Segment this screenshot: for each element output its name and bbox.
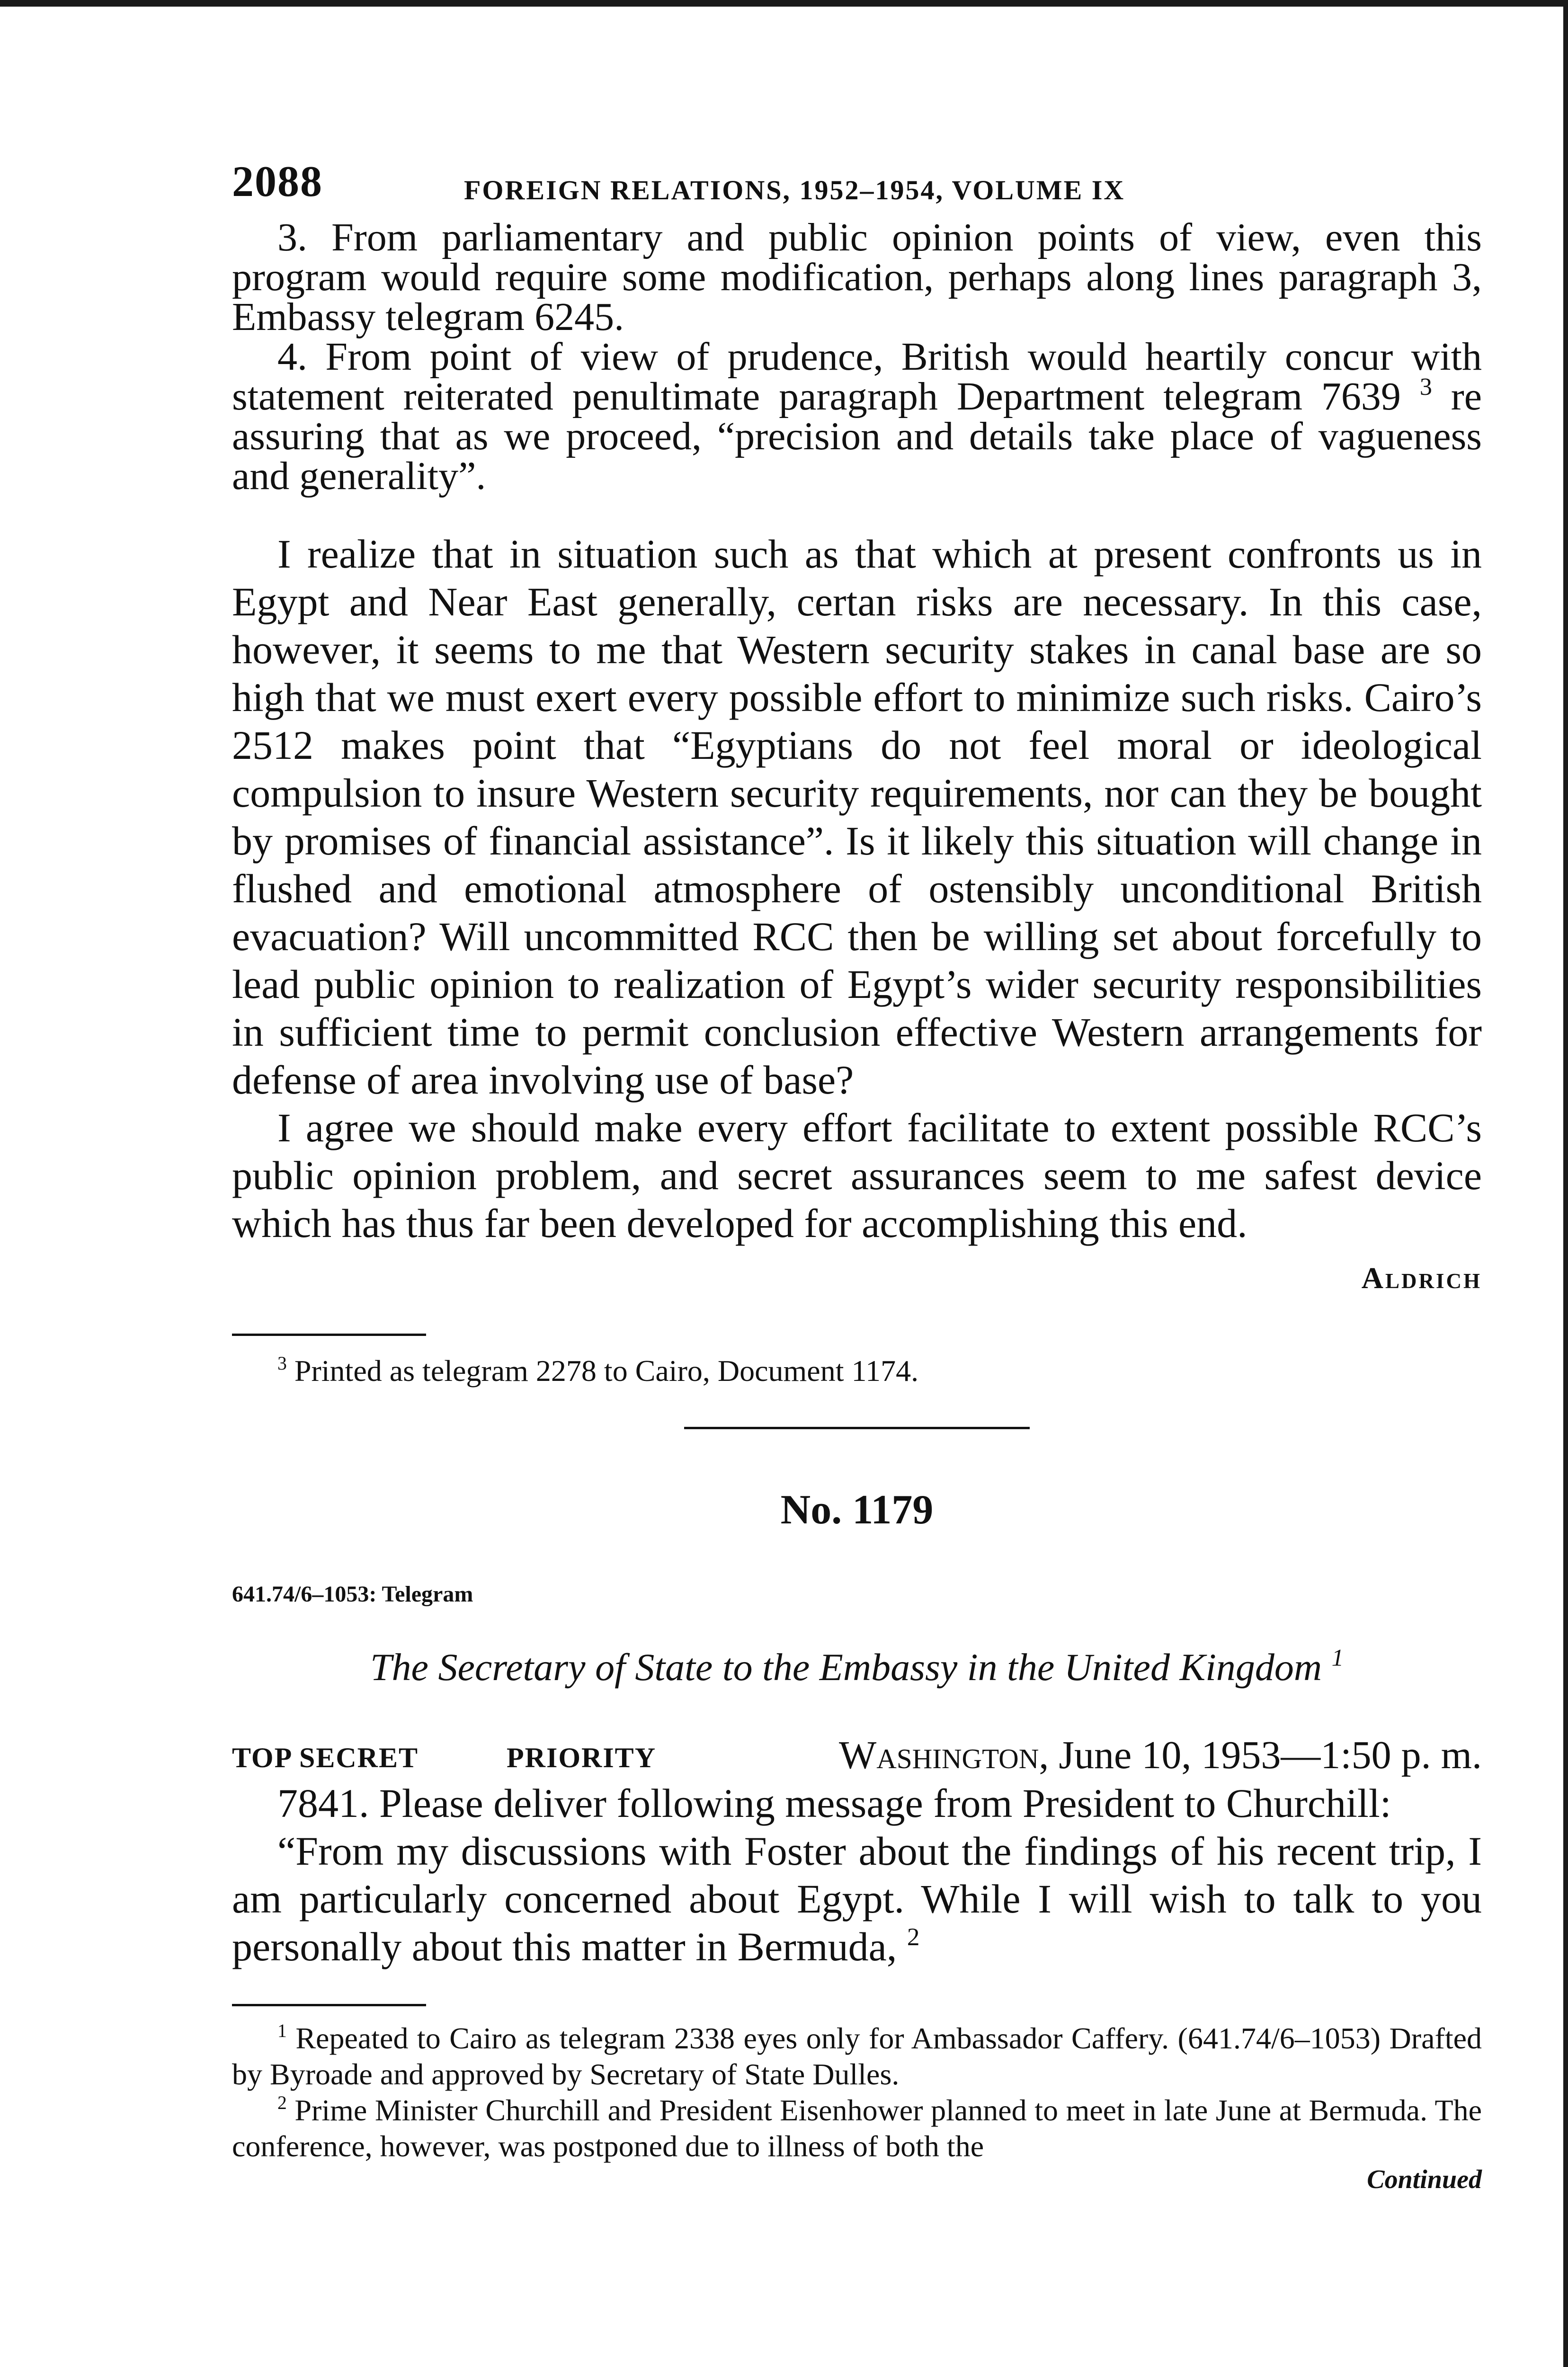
point-4 — [232, 337, 1482, 496]
page-number: 2088 — [232, 157, 323, 205]
footnote-1-text: Repeated to Cairo as telegram 2338 eyes only for Ambassador Caffery. (641.74/6–1053) Drafted by Byroade and approved by Secretary of State Dulles. — [232, 2021, 1482, 2091]
dateline — [839, 1732, 1482, 1778]
telegram-paragraph-1: 7841. Please deliver following message from President to Churchill: — [277, 1780, 1391, 1826]
place: Washington, — [838, 1733, 1049, 1777]
footnote-ref-2: 2 — [907, 1922, 920, 1951]
date: June 10, 1953—1:50 p. m. — [1059, 1733, 1482, 1777]
document-title — [232, 1645, 1482, 1690]
telegram-body — [232, 1780, 1482, 1971]
telegram-header — [232, 1732, 1482, 1780]
footnote-ref-1: 1 — [1331, 1644, 1344, 1671]
telegram-paragraph-2-text: “From my discussions with Foster about the findings of his recent trip, I am particularly concerned about Egypt. While I will wish to talk to you personally about this matter in Bermuda, — [232, 1828, 1482, 1969]
priority: PRIORITY — [507, 1742, 657, 1773]
file-reference: 641.74/6–1053: Telegram — [232, 1582, 473, 1607]
document-number: No. 1179 — [780, 1487, 934, 1533]
footnote-ref-3: 3 — [1419, 373, 1432, 400]
footnote-1-marker: 1 — [277, 2020, 287, 2042]
footnotes — [232, 2020, 1482, 2164]
point-3: 3. From parliamentary and public opinion points of view, even this program would require some modification, perhaps along lines paragraph 3, Embassy telegram 6245. — [232, 215, 1482, 339]
footnote-3 — [232, 1353, 1482, 1389]
point-4-text-cont: re assuring that as we proceed, “precision and details take place of vagueness and generality”. — [232, 374, 1482, 498]
footnote-3-marker: 3 — [277, 1353, 287, 1374]
paragraph-assurances: I agree we should make every effort facilitate to extent possible RCC’s public opinion problem, and secret assurances seem to me safest device which has thus far been developed for accomplishing this end. — [232, 1105, 1482, 1246]
page — [232, 156, 1482, 2195]
telegram-paragraph-2 — [232, 1827, 1482, 1971]
continued-label: Continued — [1367, 2165, 1482, 2194]
document-title-text: The Secretary of State to the Embassy in the United Kingdom — [370, 1646, 1322, 1689]
running-head — [232, 156, 1482, 218]
classification: TOP SECRET — [232, 1742, 419, 1773]
paragraph-risks: I realize that in situation such as that which at present confronts us in Egypt and Near East generally, certan risks are necessary. In this case, however, it seems to me that Western security stakes in canal base are so high that we must exert every possible effort to minimize such risks. Cairo’s 2512 makes point that “Egyptians do not feel moral or ideological compulsion to insure Western security requirements, nor can they be bought by promises of financial assistance”. Is it likely this situation will change in flushed and emotional atmosphere of ostensibly unconditional British evacuation? Will uncommitted RCC then be willing set about forcefully to lead public opinion to realization of Egypt’s wider security responsibilities in sufficient time to permit conclusion effective Western arrangements for defense of area involving use of base? — [232, 531, 1482, 1103]
signature: Aldrich — [1361, 1261, 1482, 1295]
footnote-2-marker: 2 — [277, 2092, 287, 2114]
point-4-text: 4. From point of view of prudence, British would heartily concur with statement reiterated penultimate paragraph Department telegram 7639 — [232, 335, 1482, 418]
body-text — [232, 530, 1482, 1247]
footnote-2-text: Prime Minister Churchill and President Eisenhower planned to meet in late June at Bermuda. The conference, however, was postponed due to illness of both the — [232, 2093, 1482, 2163]
footnote-1 — [232, 2020, 1482, 2092]
footnote-3-text: Printed as telegram 2278 to Cairo, Document 1174. — [294, 1354, 919, 1388]
running-title: FOREIGN RELATIONS, 1952–1954, VOLUME IX — [464, 175, 1125, 205]
footnote-2 — [232, 2092, 1482, 2164]
upper-points — [232, 215, 1482, 498]
